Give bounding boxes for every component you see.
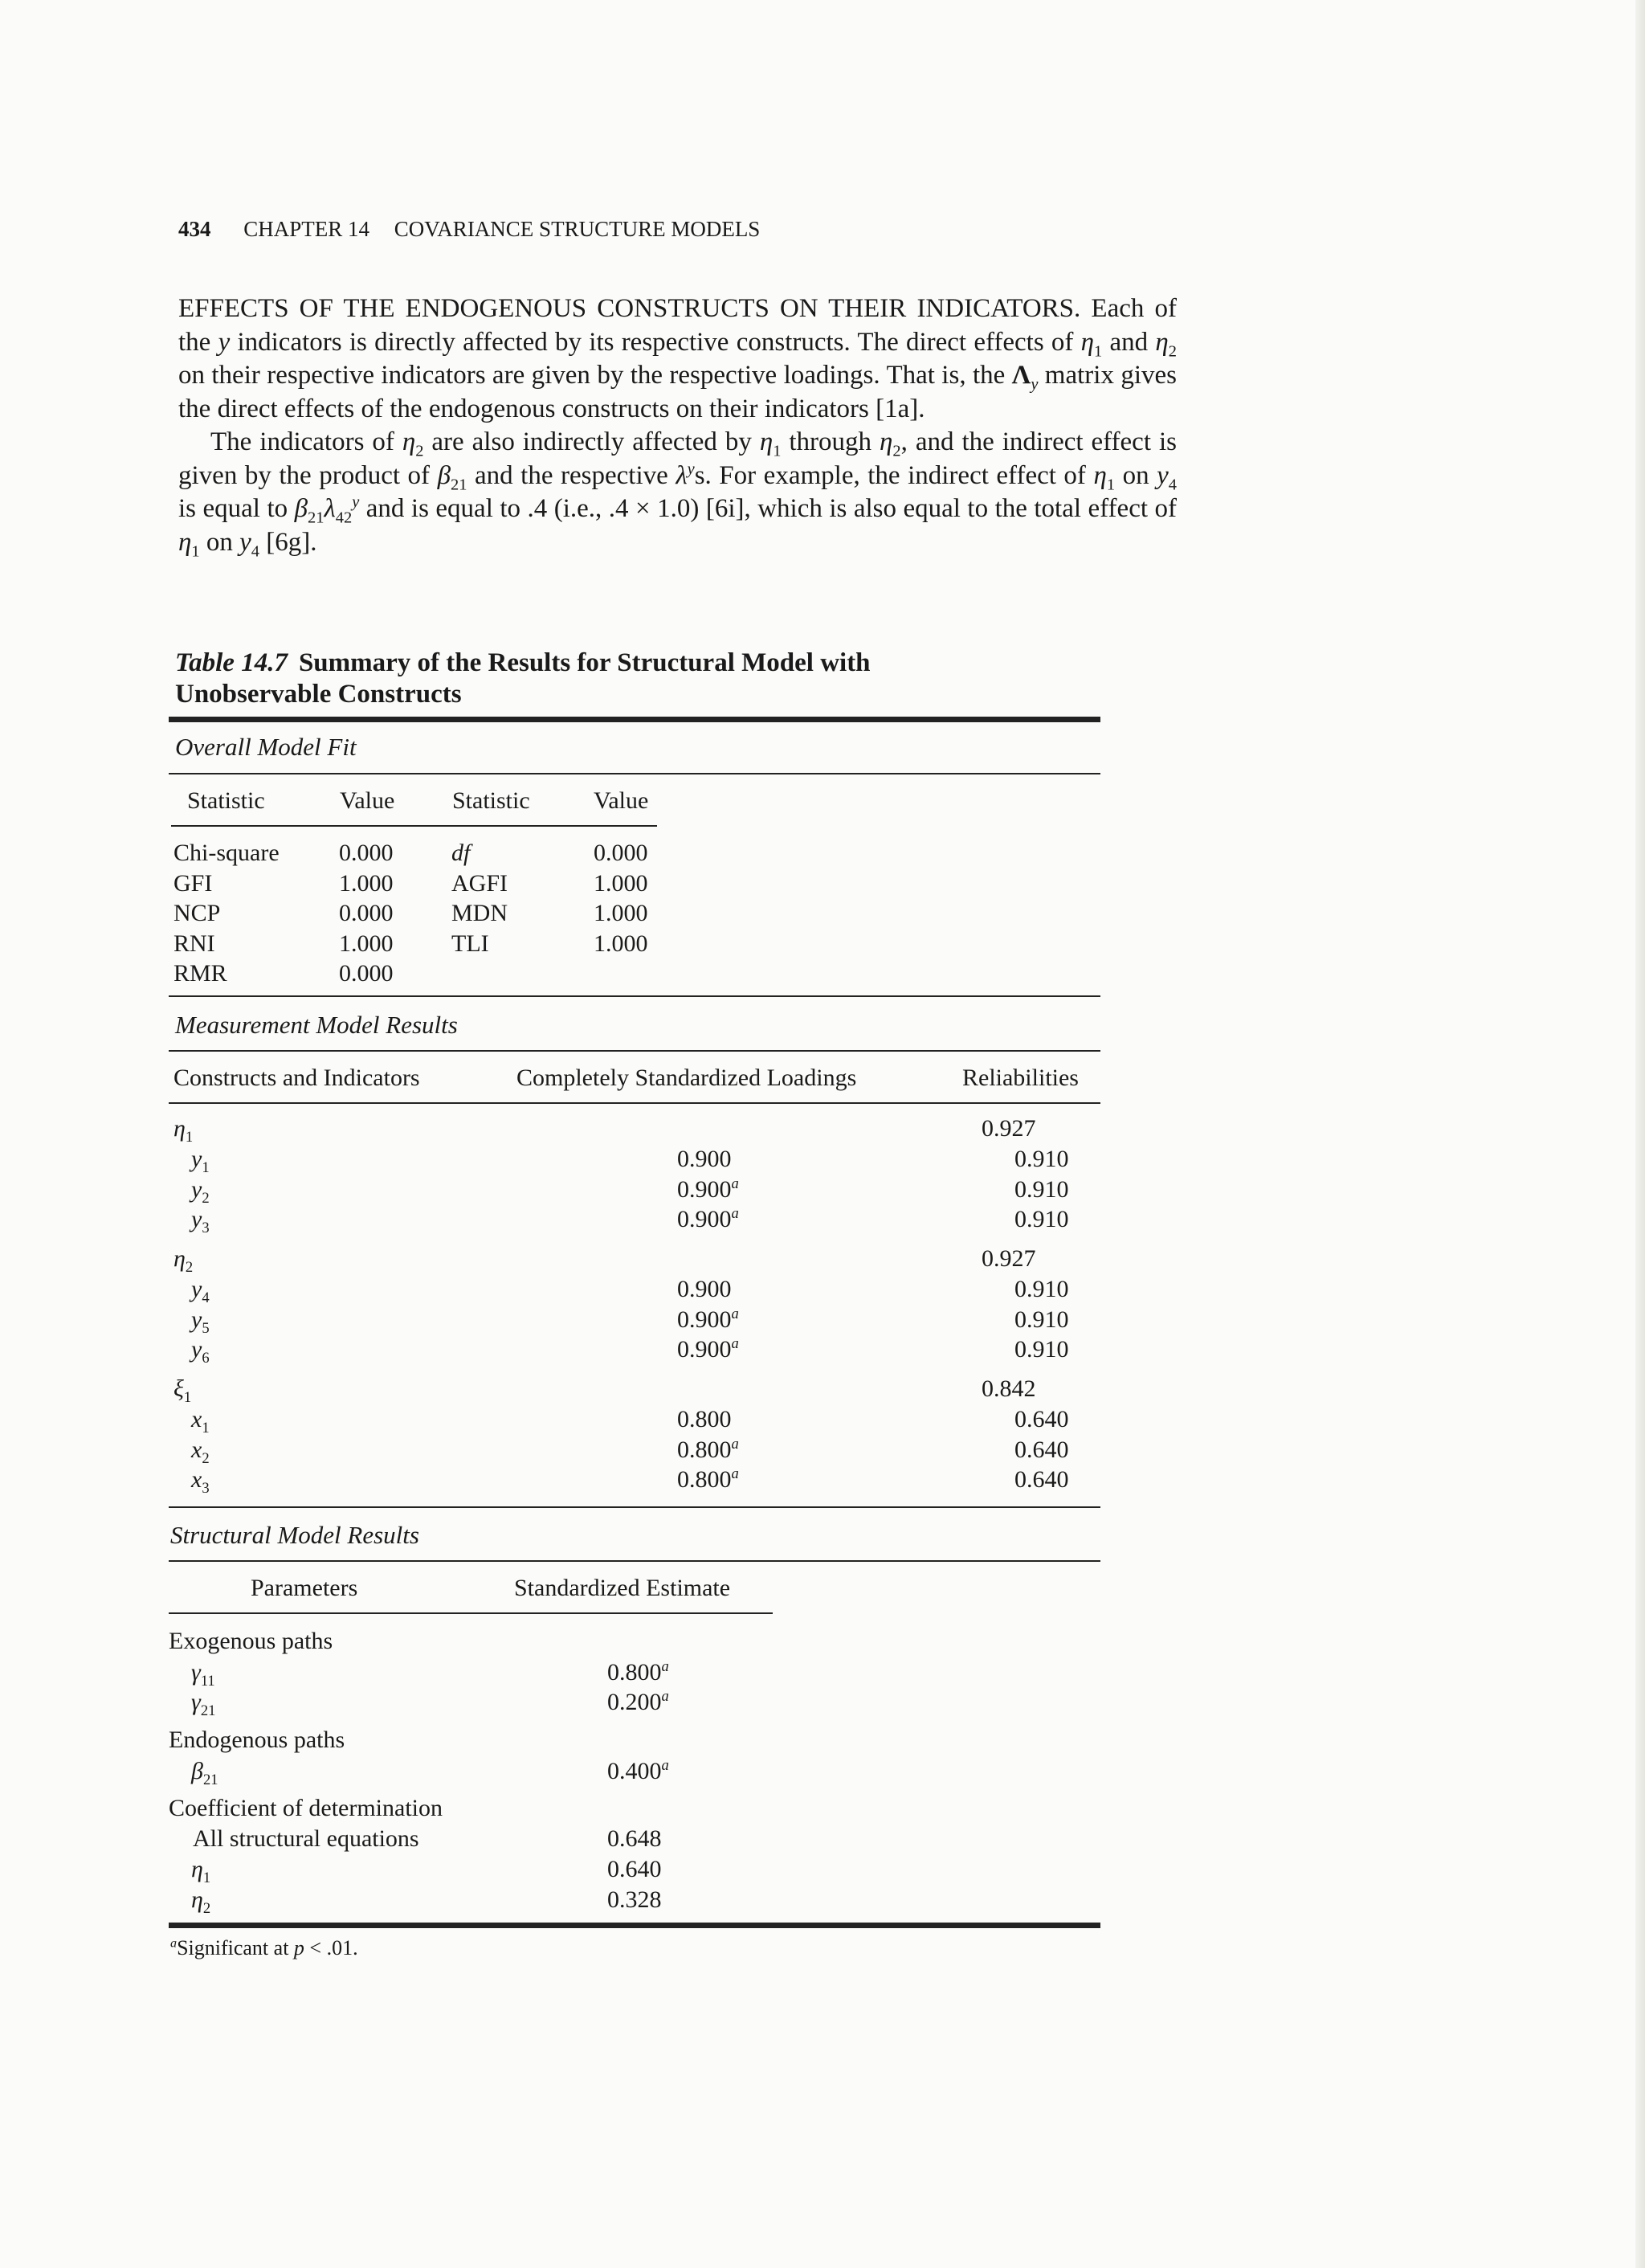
- table-label: Table 14.7: [175, 648, 288, 677]
- symbol: γ: [191, 1659, 201, 1686]
- fit-cell: 0.000: [339, 960, 394, 987]
- symbol: y: [191, 1206, 202, 1232]
- structural-header-parameters: Parameters: [251, 1575, 358, 1601]
- reliability-value: 0.640: [1014, 1436, 1069, 1463]
- significance-mark: a: [731, 1205, 739, 1222]
- subscript: 2: [202, 1900, 211, 1917]
- parameter-symbol: [191, 1855, 210, 1884]
- fit-cell: 1.000: [594, 930, 648, 957]
- loading-number: 0.800: [677, 1406, 732, 1432]
- symbol: x: [191, 1436, 202, 1463]
- symbol: γ: [191, 1689, 201, 1715]
- symbol: η: [191, 1886, 203, 1913]
- reliability-value: 0.910: [1014, 1206, 1069, 1232]
- symbol: y: [191, 1336, 202, 1363]
- reliability-value: 0.927: [982, 1115, 1036, 1142]
- reliability-value: 0.927: [982, 1245, 1036, 1272]
- indicator-label: [191, 1306, 210, 1337]
- fit-cell: GFI: [173, 869, 213, 897]
- fit-header-value-2: Value: [594, 787, 649, 814]
- parameter-label: Exogenous paths: [169, 1628, 333, 1654]
- measurement-title: Measurement Model Results: [175, 1011, 458, 1039]
- fit-cell: NCP: [173, 900, 221, 926]
- rule: [171, 825, 657, 827]
- significance-mark: a: [661, 1688, 669, 1705]
- reliability-value: 0.640: [1014, 1406, 1069, 1432]
- reliability-value: 0.910: [1014, 1306, 1069, 1333]
- subscript: 1: [185, 1129, 194, 1146]
- indicator-label: [191, 1436, 210, 1465]
- estimate-value: [607, 1855, 662, 1884]
- reliability-value: 0.842: [982, 1375, 1036, 1402]
- loading-value: [677, 1306, 739, 1334]
- subscript: 3: [202, 1480, 210, 1497]
- subscript: 2: [202, 1190, 210, 1207]
- loading-value: [677, 1205, 739, 1234]
- page-number: 434: [178, 217, 211, 241]
- symbol: y: [191, 1146, 202, 1172]
- fit-cell: MDN: [451, 900, 508, 926]
- significance-mark: a: [731, 1436, 739, 1453]
- construct-label: [173, 1114, 194, 1146]
- subscript: 4: [202, 1289, 210, 1306]
- indicator-label: [191, 1275, 210, 1304]
- symbol: η: [173, 1115, 186, 1142]
- fit-cell: RNI: [173, 930, 215, 957]
- subscript: 5: [202, 1320, 210, 1337]
- significance-mark: a: [661, 1658, 669, 1675]
- subscript: 1: [202, 1159, 210, 1176]
- rule: [169, 1050, 1100, 1052]
- loading-number: 0.900: [677, 1336, 732, 1363]
- estimate-value: [607, 1688, 669, 1717]
- fit-cell: 1.000: [594, 900, 648, 926]
- reliability-value: 0.910: [1014, 1176, 1069, 1203]
- loading-number: 0.900: [677, 1306, 732, 1333]
- estimate-value: [607, 1886, 662, 1915]
- parameter-label: Coefficient of determination: [169, 1795, 443, 1821]
- fit-cell: Chi-square: [173, 840, 280, 866]
- page-edge: [1635, 0, 1645, 2268]
- indicator-label: [191, 1405, 210, 1434]
- parameter-symbol: [191, 1688, 215, 1717]
- symbol: ξ: [173, 1375, 184, 1402]
- paragraph-2: The indicators of $\eta_2$ are also indirectly affected by $\eta_1$ through $\eta_2$, and the indirect effect is given by the product of $\beta_{21}$ and the respective $\lambda^ys$. For example, the indirect effect of $\eta_1$ on $y_4$ is equal to $\beta_{21}\lambda_{42}^y$ and is equal to .4 (i.e., .4 × 1.0) [6i], which is also equal to the total effect of $\eta_1$ on $y_4$ [6g].: [178, 427, 1177, 561]
- loading-value: [677, 1275, 732, 1304]
- subscript: 1: [202, 1420, 210, 1436]
- fit-header-value-1: Value: [340, 787, 395, 814]
- symbol: y: [191, 1306, 202, 1333]
- indicator-label: [191, 1465, 210, 1497]
- symbol: y: [191, 1276, 202, 1302]
- fit-header-statistic-1: Statistic: [187, 787, 265, 814]
- running-head: [178, 217, 760, 242]
- loading-value: [677, 1465, 739, 1494]
- reliability-value: 0.640: [1014, 1466, 1069, 1493]
- rule: [169, 1560, 1100, 1562]
- fit-cell: 1.000: [339, 869, 394, 897]
- loading-number: 0.900: [677, 1146, 732, 1172]
- estimate-number: 0.328: [607, 1886, 662, 1913]
- measurement-header-constructs: Constructs and Indicators: [173, 1065, 420, 1091]
- fit-cell: AGFI: [451, 869, 508, 897]
- parameter-label: Endogenous paths: [169, 1727, 345, 1753]
- subscript: 6: [202, 1350, 210, 1367]
- indicator-label: [191, 1175, 210, 1207]
- paragraph-1: EFFECTS OF THE ENDOGENOUS CONSTRUCTS ON THEIR INDICATORS. Each of the y indicators is directly affected by its respective constructs. The direct effects of $\eta_1$ and $\eta_2$ on their respective indicators are given by the respective loadings. That is, the $\Lambda_y$ matrix gives the direct effects of the endogenous constructs on their indicators [1a].: [178, 294, 1177, 423]
- parameter-symbol: [191, 1658, 215, 1690]
- chapter-label: CHAPTER 14: [243, 217, 370, 241]
- table-footnote: $^a$Significant at p < .01.: [170, 1936, 358, 1959]
- chapter-title: COVARIANCE STRUCTURE MODELS: [394, 217, 761, 241]
- structural-header-estimate: Standardized Estimate: [514, 1575, 731, 1601]
- significance-mark: a: [731, 1335, 739, 1352]
- table-bottom-rule: [169, 1923, 1100, 1928]
- fit-cell: RMR: [173, 960, 227, 987]
- fit-cell: TLI: [451, 930, 489, 957]
- estimate-number: 0.200: [607, 1689, 662, 1715]
- subscript: 2: [185, 1259, 194, 1276]
- overall-fit-title: Overall Model Fit: [175, 733, 357, 761]
- rule: [169, 995, 1100, 997]
- symbol: η: [173, 1245, 186, 1272]
- loading-value: [677, 1335, 739, 1364]
- reliability-value: 0.910: [1014, 1276, 1069, 1302]
- table-top-rule: [169, 717, 1100, 722]
- construct-label: [173, 1244, 194, 1276]
- run-in-heading: EFFECTS OF THE ENDOGENOUS CONSTRUCTS ON THEIR INDICATORS.: [178, 294, 1081, 323]
- reliability-value: 0.910: [1014, 1146, 1069, 1172]
- subscript: 11: [200, 1673, 215, 1690]
- parameter-label: All structural equations: [193, 1825, 419, 1852]
- loading-value: [677, 1405, 732, 1434]
- structural-title: Structural Model Results: [170, 1521, 419, 1549]
- indicator-label: [191, 1145, 210, 1174]
- fit-header-statistic-2: Statistic: [452, 787, 530, 814]
- fit-cell: 0.000: [339, 900, 394, 926]
- rule: [169, 1102, 1100, 1104]
- estimate-number: 0.400: [607, 1758, 662, 1784]
- loading-value: [677, 1175, 739, 1204]
- estimate-number: 0.800: [607, 1659, 662, 1686]
- indicator-label: [191, 1335, 210, 1367]
- estimate-number: 0.648: [607, 1825, 662, 1852]
- fit-cell: 0.000: [594, 840, 648, 866]
- fit-cell: df: [451, 840, 471, 866]
- subscript: 3: [202, 1220, 210, 1236]
- reliability-value: 0.910: [1014, 1336, 1069, 1363]
- significance-mark: a: [731, 1306, 739, 1322]
- estimate-number: 0.640: [607, 1856, 662, 1882]
- significance-mark: a: [661, 1757, 669, 1774]
- parameter-symbol: [191, 1886, 210, 1915]
- subscript: 21: [200, 1702, 216, 1719]
- fit-cell: 1.000: [594, 869, 648, 897]
- subscript: 2: [202, 1450, 210, 1467]
- fit-cell: 0.000: [339, 840, 394, 866]
- symbol: x: [191, 1406, 202, 1432]
- symbol: β: [191, 1758, 203, 1784]
- table-caption: Table 14.7 Summary of the Results for Structural Model with Unobservable Constructs: [175, 648, 871, 709]
- subscript: 21: [202, 1771, 218, 1788]
- construct-label: [173, 1375, 191, 1404]
- rule: [169, 1612, 773, 1614]
- estimate-value: [607, 1825, 662, 1853]
- loading-value: [677, 1145, 732, 1174]
- symbol: y: [191, 1176, 202, 1203]
- symbol: η: [191, 1856, 203, 1882]
- loading-number: 0.900: [677, 1276, 732, 1302]
- significance-mark: a: [731, 1465, 739, 1482]
- subscript: 1: [183, 1389, 192, 1406]
- estimate-value: [607, 1757, 669, 1786]
- measurement-header-loadings: Completely Standardized Loadings: [516, 1065, 857, 1091]
- body-text: [178, 292, 1177, 559]
- symbol: x: [191, 1466, 202, 1493]
- indicator-label: [191, 1205, 210, 1234]
- parameter-symbol: [191, 1757, 218, 1786]
- estimate-value: [607, 1658, 669, 1687]
- loading-number: 0.800: [677, 1436, 732, 1463]
- fit-cell: 1.000: [339, 930, 394, 957]
- subscript: 1: [202, 1870, 211, 1886]
- loading-value: [677, 1436, 739, 1465]
- significance-mark: a: [731, 1175, 739, 1192]
- loading-number: 0.900: [677, 1206, 732, 1232]
- rule: [169, 773, 1100, 774]
- rule: [169, 1506, 1100, 1508]
- loading-number: 0.800: [677, 1466, 732, 1493]
- measurement-header-reliabilities: Reliabilities: [962, 1065, 1079, 1091]
- loading-number: 0.900: [677, 1176, 732, 1203]
